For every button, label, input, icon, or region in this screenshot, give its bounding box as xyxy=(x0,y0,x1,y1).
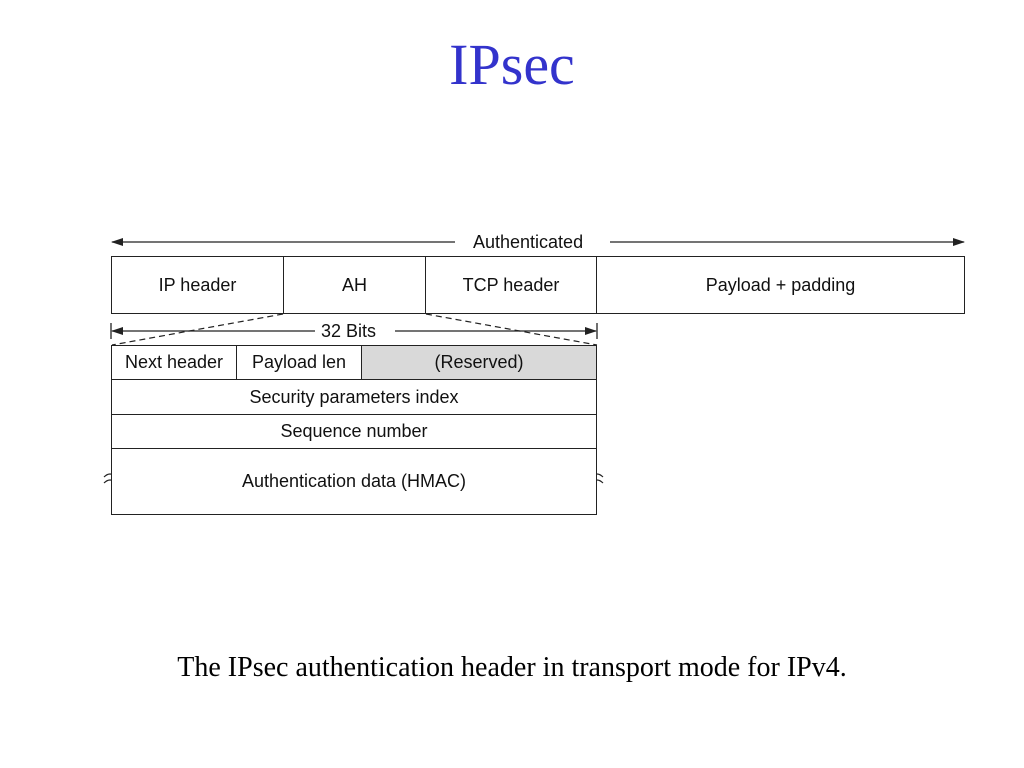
ah-sequence-number: Sequence number xyxy=(111,415,597,449)
slide-title: IPsec xyxy=(449,32,575,97)
packet-field-payload: Payload + padding xyxy=(597,256,965,314)
ah-authentication-data: Authentication data (HMAC) xyxy=(111,449,597,515)
ah-payload-len: Payload len xyxy=(237,345,362,380)
packet-field-tcp-header: TCP header xyxy=(426,256,597,314)
bits-label: 32 Bits xyxy=(315,320,382,342)
ah-reserved: (Reserved) xyxy=(362,345,597,380)
ah-spi: Security parameters index xyxy=(111,380,597,415)
authenticated-label: Authenticated xyxy=(463,231,593,253)
ah-next-header: Next header xyxy=(111,345,237,380)
slide-caption: The IPsec authentication header in transport mode for IPv4. xyxy=(177,652,847,683)
packet-field-ah: AH xyxy=(284,256,426,314)
packet-field-ip-header: IP header xyxy=(111,256,284,314)
expansion-line-left xyxy=(112,314,283,345)
expansion-line-right xyxy=(426,314,597,345)
